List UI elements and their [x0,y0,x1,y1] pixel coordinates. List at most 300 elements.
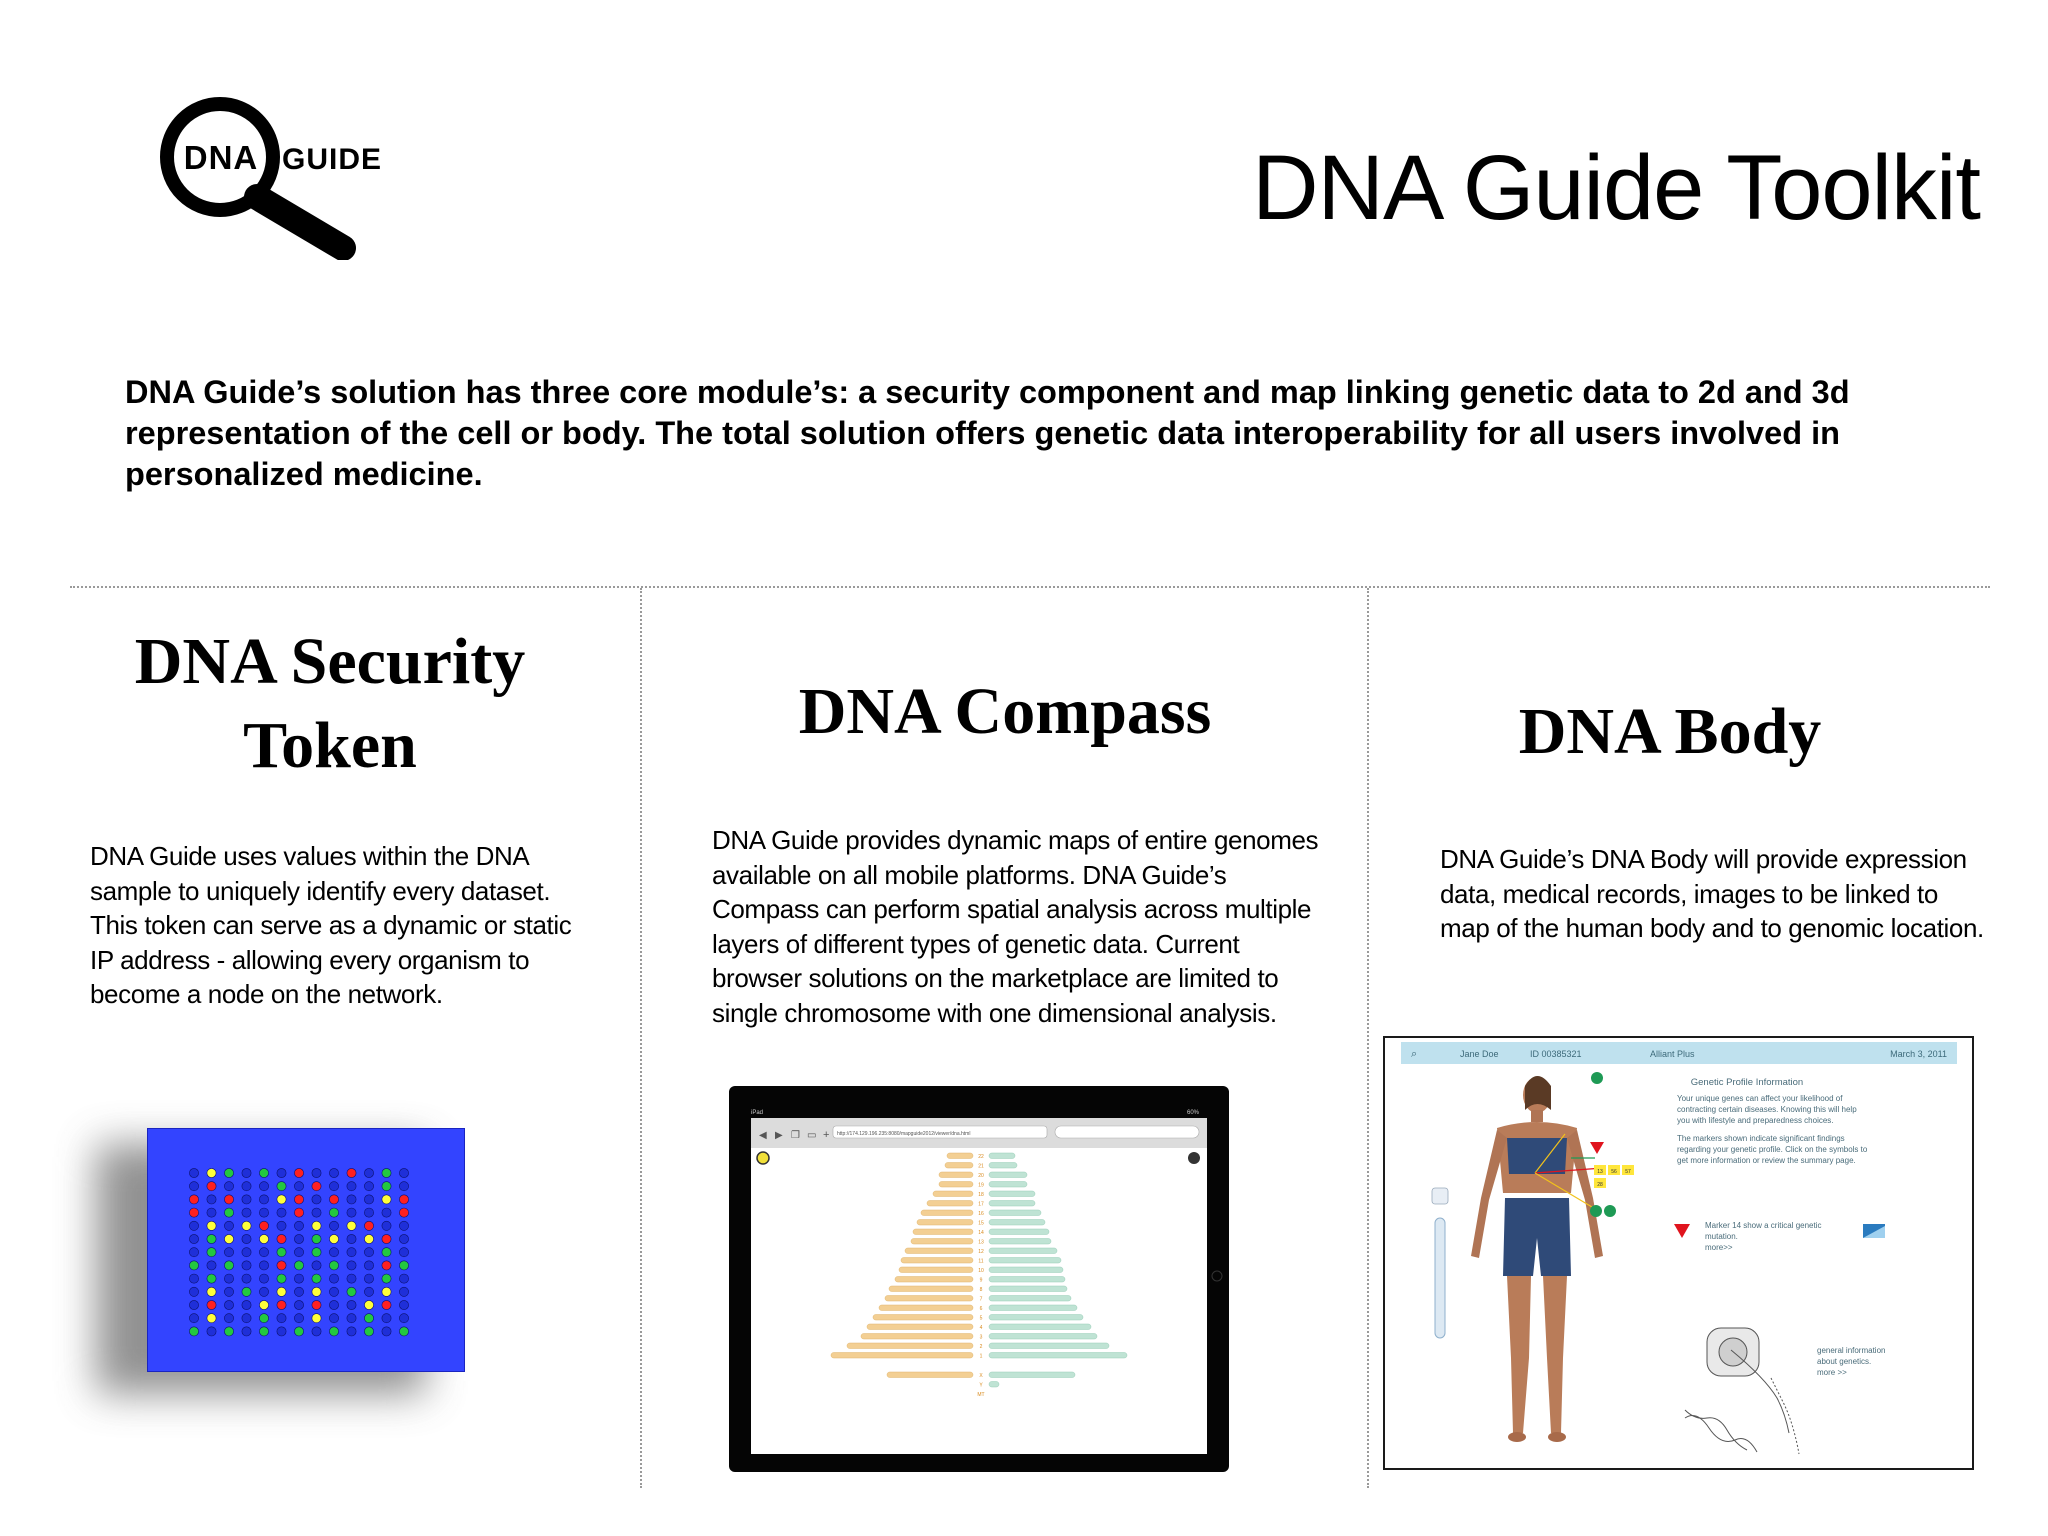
chromosome-bar-left[interactable] [861,1334,973,1340]
chromosome-label: 7 [979,1296,983,1303]
compass-description [712,823,1352,1030]
marker-red-icon[interactable] [1590,1142,1604,1154]
token-dot [399,1261,408,1270]
device-label: iPad [751,1110,764,1116]
token-dot [259,1248,268,1257]
token-dot [294,1274,303,1283]
token-dot [329,1168,338,1177]
token-dot [347,1248,356,1257]
horizontal-divider [70,586,1990,588]
column-divider-1 [640,588,642,1488]
cell-dna-illustration[interactable] [1685,1328,1799,1454]
chromosome-bar-left[interactable] [939,1172,973,1178]
token-dot [364,1195,373,1204]
token-dot [259,1274,268,1283]
chromosome-bar-left[interactable] [911,1239,973,1245]
token-dot [329,1248,338,1257]
chromosome-bar-left[interactable] [831,1353,973,1359]
text-line: DNA Guide’s DNA Body will provide expression [1440,844,1967,874]
token-dot [399,1221,408,1230]
token-dot [364,1168,373,1177]
token-dot [189,1300,198,1309]
chromosome-label: 10 [978,1268,984,1275]
token-dot [399,1248,408,1257]
token-dot [189,1261,198,1270]
profile-title: Genetic Profile Information [1690,1077,1804,1088]
token-dot [347,1195,356,1204]
token-dot [364,1208,373,1217]
chromosome-bar-right[interactable] [989,1324,1091,1330]
back-icon[interactable]: ◀ [759,1130,767,1141]
forward-icon[interactable]: ▶ [775,1130,783,1141]
token-dot [364,1221,373,1230]
chromosome-label: 1 [979,1353,983,1360]
token-dot [277,1248,286,1257]
token-dot [399,1287,408,1296]
token-dot [242,1274,251,1283]
chromosome-bar-left[interactable] [887,1372,973,1378]
token-dot [259,1314,268,1323]
token-dot [347,1221,356,1230]
chromosome-bar-right[interactable] [989,1353,1127,1359]
profile-text-line: regarding your genetic profile. Click on the symbols to [1677,1145,1868,1154]
token-dot [189,1287,198,1296]
home-button-icon[interactable] [1212,1271,1222,1281]
token-dot [224,1261,233,1270]
token-dot [294,1248,303,1257]
token-dot [277,1314,286,1323]
token-dot [364,1300,373,1309]
chromosome-bar-left[interactable] [885,1296,973,1302]
general-info-line: general information [1817,1346,1886,1355]
chromosome-label: 6 [979,1306,983,1313]
chromosome-label: 5 [979,1315,983,1322]
text-line: IP address - allowing every organism to [90,944,530,975]
token-dot [329,1327,338,1336]
chromosome-bar-right[interactable] [989,1277,1065,1283]
text-line: available on all mobile platforms. DNA Guide’s [712,859,1227,890]
token-dot [189,1234,198,1243]
security-token-title [60,620,600,788]
tabs-icon[interactable]: ❐ [791,1130,800,1141]
token-dot [294,1208,303,1217]
token-dot [294,1182,303,1191]
chromosome-bar-left[interactable] [901,1258,973,1264]
marker-green-icon[interactable] [1590,1205,1602,1217]
chromosome-label: 12 [978,1249,984,1256]
marker-note-line: mutation. [1705,1232,1738,1241]
magnifier-icon [155,85,405,260]
token-dot [224,1168,233,1177]
token-dot [242,1300,251,1309]
profile-text-line: you with lifestyle and preparedness choices. [1677,1116,1834,1125]
close-icon[interactable] [1188,1152,1200,1164]
patient-id: ID 00385321 [1530,1049,1582,1059]
more-link[interactable]: more>> [1705,1243,1733,1252]
token-dot [347,1314,356,1323]
token-dot [207,1234,216,1243]
chromosome-bar-left[interactable] [927,1201,973,1207]
chromosome-bar-right[interactable] [989,1210,1041,1216]
chromosome-bar-left[interactable] [921,1210,973,1216]
chromosome-label: MT [977,1392,985,1399]
token-dot [224,1248,233,1257]
chromosome-label: 17 [978,1201,984,1208]
token-dot [242,1314,251,1323]
token-dot [224,1300,233,1309]
token-dot [242,1168,251,1177]
token-dot [382,1221,391,1230]
token-dot [399,1327,408,1336]
body-panel [1385,1038,1972,1468]
token-dot [312,1314,321,1323]
token-dot [277,1300,286,1309]
chromosome-bar-right[interactable] [989,1334,1097,1340]
chromosome-bar-right[interactable] [989,1382,999,1388]
token-dot [189,1221,198,1230]
token-dot [312,1195,321,1204]
marker-value: 28 [1597,1182,1603,1188]
chromosome-bar-right[interactable] [989,1305,1077,1311]
chromosome-bar-right[interactable] [989,1191,1035,1197]
token-dot [312,1208,321,1217]
text-line: This token can serve as a dynamic or static [90,910,572,940]
tablet-screen [729,1086,1229,1472]
chromosome-label: 15 [978,1220,984,1227]
logo-text-guide: GUIDE [282,143,383,176]
token-dot [399,1274,408,1283]
token-dot [382,1182,391,1191]
token-dot [259,1300,268,1309]
token-dot [207,1274,216,1283]
token-dot [329,1195,338,1204]
token-dot [277,1234,286,1243]
text-line: become a node on the network. [90,979,443,1009]
token-dot [347,1182,356,1191]
chromosome-bar-right[interactable] [989,1163,1017,1169]
chromosome-label: 11 [978,1258,984,1265]
token-dot [277,1168,286,1177]
token-dot [312,1327,321,1336]
token-dot [259,1327,268,1336]
token-dot [224,1287,233,1296]
security-token-title-line-2: Token [243,709,417,782]
token-dot [382,1327,391,1336]
token-dot [382,1261,391,1270]
text-line: Compass can perform spatial analysis across multiple [712,894,1312,924]
dna-guide-logo [155,85,405,260]
bookmarks-icon[interactable]: ▭ [807,1130,817,1141]
token-dot [294,1261,303,1270]
token-dot [207,1261,216,1270]
body-title: DNA Body [1518,695,1822,768]
token-dot [329,1208,338,1217]
token-dot [312,1261,321,1270]
token-dot [312,1234,321,1243]
token-dot [207,1182,216,1191]
chromosome-bar-left[interactable] [905,1248,973,1254]
marker-green-icon[interactable] [1591,1072,1603,1084]
token-dot [259,1261,268,1270]
chromosome-bar-left[interactable] [889,1286,973,1292]
token-dot [294,1168,303,1177]
token-dot [207,1221,216,1230]
token-dot [259,1221,268,1230]
token-dot [347,1234,356,1243]
text-line: DNA Guide provides dynamic maps of entire genomes [712,825,1319,855]
chromosome-label: 2 [979,1344,983,1351]
chromosome-bar-right[interactable] [989,1267,1063,1273]
token-dot [347,1208,356,1217]
chromosome-bar-left[interactable] [899,1267,973,1273]
profile-text-line: The markers shown indicate significant findings [1677,1134,1845,1143]
token-dot [329,1287,338,1296]
token-dot [207,1208,216,1217]
token-dot [364,1274,373,1283]
marker-value: 57 [1625,1169,1631,1175]
logo-text-dna: DNA [183,139,259,176]
chromosome-bar-right[interactable] [989,1239,1051,1245]
search-field[interactable] [1055,1126,1199,1138]
token-dot [382,1195,391,1204]
token-dot [364,1287,373,1296]
chromosome-bar-left[interactable] [945,1163,973,1169]
chromosome-label: 20 [978,1173,984,1180]
chromosome-label: 8 [979,1287,983,1294]
chromosome-bar-left[interactable] [947,1153,973,1159]
text-line: sample to uniquely identify every dataset. [90,875,551,906]
token-dot [242,1195,251,1204]
text-line: map of the human body and to genomic location. [1440,913,1984,943]
intro-paragraph: DNA Guide’s solution has three core module’s: a security component and map linking genetic data to 2d and 3d representation of the cell or body. The total solution offers genetic data interoperability for all users involved in personalized medicine. [125,374,1850,492]
security-token-description [90,839,630,1012]
chromosome-bar-right[interactable] [989,1286,1067,1292]
token-dot [224,1208,233,1217]
token-dot [189,1168,198,1177]
token-dot [382,1300,391,1309]
token-dot [312,1248,321,1257]
token-dot [347,1274,356,1283]
token-dot [189,1208,198,1217]
marker-green-icon[interactable] [1604,1205,1616,1217]
add-icon[interactable]: + [823,1129,830,1141]
text-line: browser solutions on the marketplace are limited to [712,963,1279,993]
token-dot [329,1300,338,1309]
token-dot [259,1234,268,1243]
token-dot [294,1327,303,1336]
token-dot [189,1182,198,1191]
battery-label: 60% [1186,1110,1199,1116]
token-dot [207,1168,216,1177]
chromosome-label: 14 [978,1230,984,1237]
chromosome-label: 4 [979,1325,983,1332]
token-dot [329,1182,338,1191]
token-dot [294,1300,303,1309]
token-dot [399,1314,408,1323]
token-dot [294,1234,303,1243]
chromosome-bar-left[interactable] [879,1305,973,1311]
chromosome-label: 16 [978,1211,984,1218]
token-dot [364,1248,373,1257]
token-dot [382,1274,391,1283]
token-dot [224,1274,233,1283]
chromosome-label: Y [979,1382,983,1389]
token-dot [207,1327,216,1336]
marker-value: 56 [1611,1169,1617,1175]
chromosome-bar-left[interactable] [913,1229,973,1235]
token-dot [207,1300,216,1309]
token-dot [259,1287,268,1296]
chromosome-bar-right[interactable] [989,1372,1075,1378]
chromosome-bar-left[interactable] [895,1277,973,1283]
profile-text-line: get more information or review the summary page. [1677,1156,1856,1165]
token-dot [277,1182,286,1191]
url-text: http://174.129.196.235:8080/mapguide2012/viewer/dna.html [837,1131,971,1137]
chromosome-bar-right[interactable] [989,1172,1027,1178]
token-dot [242,1327,251,1336]
page-title: DNA Guide Toolkit [1252,137,1980,239]
token-dot [224,1314,233,1323]
general-more-link[interactable]: more >> [1817,1368,1847,1377]
zoom-slider[interactable] [1435,1218,1445,1338]
token-dot [294,1314,303,1323]
chromosome-bar-right[interactable] [989,1201,1035,1207]
token-dot [259,1195,268,1204]
chromosome-bar-left[interactable] [917,1220,973,1226]
chromosome-label: 22 [978,1154,984,1161]
chromosome-bar-left[interactable] [939,1182,973,1188]
token-dot [242,1208,251,1217]
chromosome-bar-left[interactable] [873,1315,973,1321]
chromosome-bar-right[interactable] [989,1229,1049,1235]
token-dot [294,1221,303,1230]
token-dot [312,1182,321,1191]
profile-text-line: Your unique genes can affect your likelihood of [1677,1094,1843,1103]
chromosome-label: 9 [979,1277,983,1284]
compass-icon[interactable] [757,1152,769,1164]
token-dot [399,1182,408,1191]
token-dot [242,1248,251,1257]
token-dot [364,1234,373,1243]
token-dot-grid [148,1129,466,1373]
token-dot [242,1287,251,1296]
token-dot [399,1195,408,1204]
chromosome-bar-left[interactable] [867,1324,973,1330]
token-dot [242,1182,251,1191]
chromosome-label: 21 [978,1163,984,1170]
chromosome-bar-left[interactable] [847,1343,973,1349]
token-dot [329,1221,338,1230]
chromosome-bar-right[interactable] [989,1315,1083,1321]
token-dot [277,1208,286,1217]
search-icon[interactable]: ⌕ [1411,1048,1418,1060]
token-dot [364,1182,373,1191]
token-dot [364,1314,373,1323]
token-dot [189,1195,198,1204]
token-dot [312,1168,321,1177]
token-dot [294,1287,303,1296]
token-dot [364,1261,373,1270]
token-dot [277,1221,286,1230]
token-dot [312,1300,321,1309]
token-dot [242,1261,251,1270]
patient-name: Jane Doe [1460,1049,1499,1059]
token-dot [259,1168,268,1177]
token-dot [382,1248,391,1257]
token-dot [399,1168,408,1177]
token-dot [189,1248,198,1257]
body-description [1440,842,2000,946]
chromosome-bar-right[interactable] [989,1248,1057,1254]
token-dot [347,1168,356,1177]
token-dot [294,1195,303,1204]
token-dot [189,1327,198,1336]
token-dot [277,1287,286,1296]
token-dot [347,1327,356,1336]
security-token-title-line-1: DNA Security [134,625,526,698]
token-dot [242,1221,251,1230]
token-dot [347,1300,356,1309]
ipad-screenshot [729,1086,1229,1472]
chromosome-bar-right[interactable] [989,1343,1109,1349]
token-dot [329,1261,338,1270]
marker-note-line: Marker 14 show a critical genetic [1705,1221,1822,1230]
human-body-figure[interactable] [1471,1076,1603,1442]
general-info-line: about genetics. [1817,1357,1872,1366]
profile-text-line: contracting certain diseases. Knowing this will help [1677,1105,1857,1114]
token-dot [347,1287,356,1296]
token-dot [207,1287,216,1296]
token-dot [224,1221,233,1230]
token-dot [224,1234,233,1243]
compass-title: DNA Compass [798,675,1212,748]
chromosome-bar-right[interactable] [989,1153,1015,1159]
token-dot [329,1234,338,1243]
token-dot [259,1208,268,1217]
chromosome-bar-right[interactable] [989,1296,1071,1302]
text-line: DNA Guide uses values within the DNA [90,841,530,871]
chromosome-bar-right[interactable] [989,1258,1061,1264]
token-dot [277,1261,286,1270]
chromosome-bar-right[interactable] [989,1182,1027,1188]
token-dot [399,1208,408,1217]
critical-marker-icon[interactable] [1674,1224,1690,1238]
token-dot [382,1208,391,1217]
token-dot [364,1327,373,1336]
token-dot [399,1234,408,1243]
token-dot [399,1300,408,1309]
chromosome-label: 13 [978,1239,984,1246]
chromosome-bar-left[interactable] [933,1191,973,1197]
token-dot [382,1168,391,1177]
token-dot [224,1182,233,1191]
token-dot [224,1195,233,1204]
report-date: March 3, 2011 [1890,1049,1947,1059]
token-dot [189,1314,198,1323]
token-dot [277,1327,286,1336]
token-dot [312,1274,321,1283]
token-dot [382,1287,391,1296]
text-line: single chromosome with one dimensional analysis. [712,997,1277,1028]
token-dot [259,1182,268,1191]
dna-body-screenshot [1383,1036,1974,1470]
chromosome-bar-right[interactable] [989,1220,1045,1226]
token-dot [382,1234,391,1243]
pan-control-icon[interactable] [1432,1188,1448,1204]
plan-name: Alliant Plus [1650,1049,1695,1059]
text-line: data, medical records, images to be linked to [1440,878,1938,909]
token-dot [207,1314,216,1323]
